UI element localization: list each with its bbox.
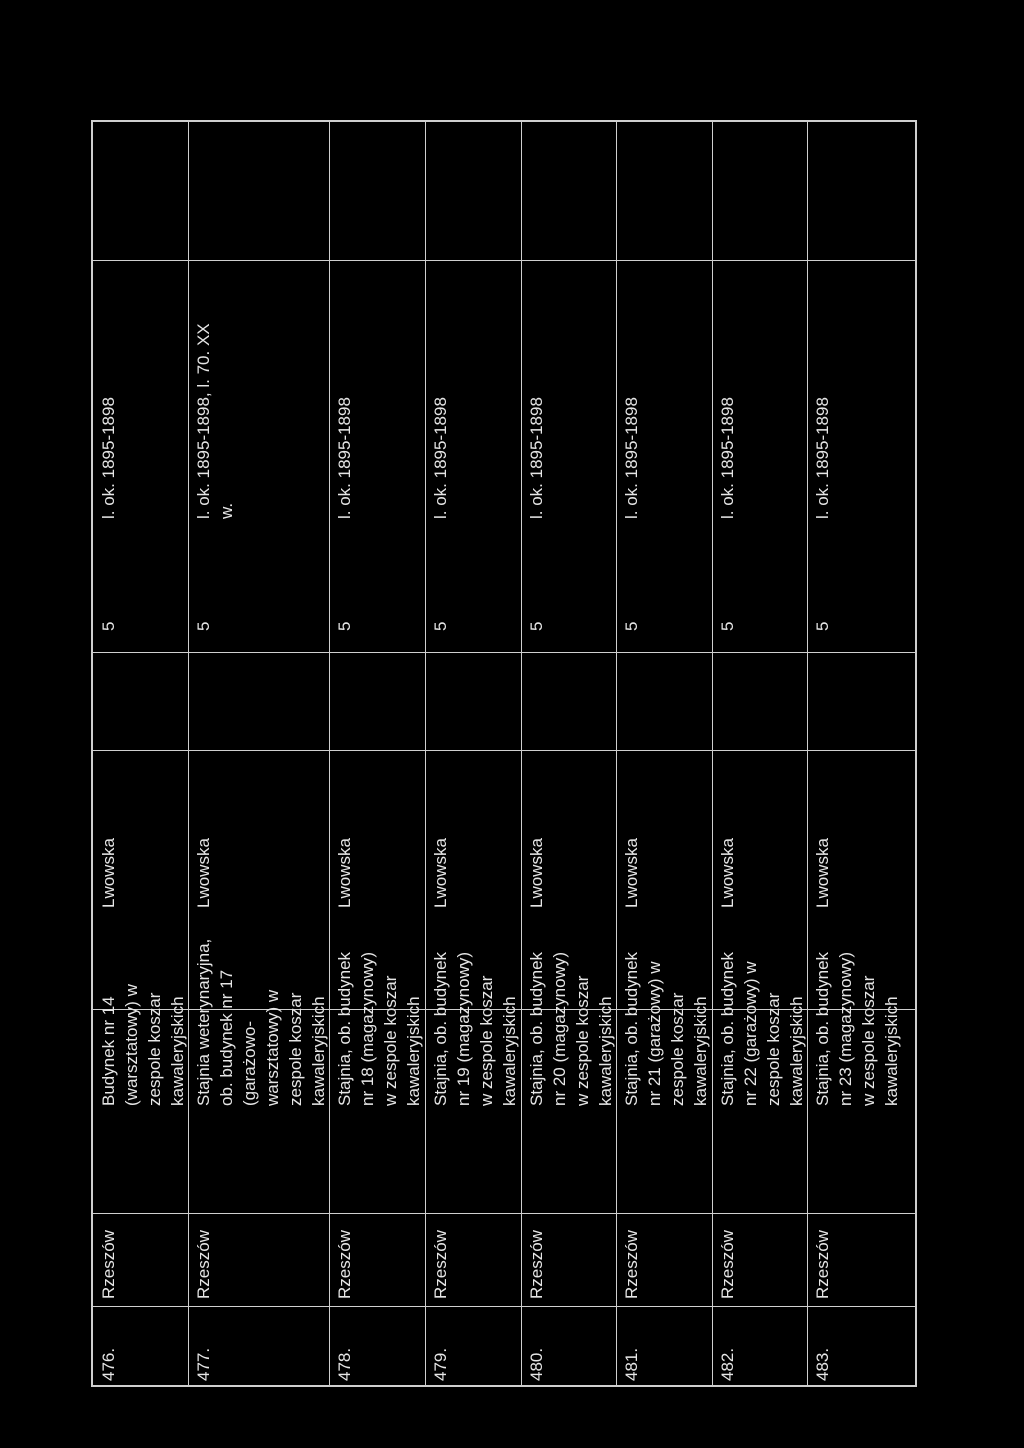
entry-category: 5 xyxy=(527,621,546,631)
entry-category: 5 xyxy=(194,621,213,631)
entry-date: l. ok. 1895-1898 xyxy=(527,397,546,519)
table-row xyxy=(521,122,616,1389)
entry-number: 482. xyxy=(718,1347,737,1381)
entry-category: 5 xyxy=(718,621,737,631)
entry-street: Lwowska xyxy=(718,838,737,908)
entry-date: l. ok. 1895-1898 xyxy=(335,397,354,519)
entry-description: Budynek nr 14 (warsztatowy) w zespole koszar kawaleryjskich xyxy=(99,984,187,1106)
entry-city: Rzeszów xyxy=(813,1230,832,1299)
entry-number: 476. xyxy=(99,1347,118,1381)
entry-city: Rzeszów xyxy=(431,1230,450,1299)
entry-city: Rzeszów xyxy=(99,1230,118,1299)
table-row xyxy=(712,122,807,1389)
entry-city: Rzeszów xyxy=(527,1230,546,1299)
entry-street: Lwowska xyxy=(194,838,213,908)
entry-number: 483. xyxy=(813,1347,832,1381)
table-row xyxy=(188,122,329,1389)
entry-street: Lwowska xyxy=(527,838,546,908)
entry-number: 478. xyxy=(335,1347,354,1381)
table-row xyxy=(329,122,425,1389)
entry-street: Lwowska xyxy=(431,838,450,908)
entry-date: l. ok. 1895-1898, l. 70. XX w. xyxy=(194,323,236,519)
entry-description: Stajnia, ob. budynek nr 23 (magazynowy) w zespole koszar kawaleryjskich xyxy=(813,951,901,1106)
entry-description: Stajnia weterynaryjna, ob. budynek nr 17 (garażowo- warsztatowy) w zespole koszar kawaleryjskich xyxy=(194,938,328,1106)
entry-category: 5 xyxy=(431,621,450,631)
entry-category: 5 xyxy=(99,621,118,631)
table-row xyxy=(93,122,188,1389)
entry-description: Stajnia, ob. budynek nr 19 (magazynowy) w zespole koszar kawaleryjskich xyxy=(431,951,519,1106)
entry-date: l. ok. 1895-1898 xyxy=(813,397,832,519)
entry-street: Lwowska xyxy=(813,838,832,908)
entry-city: Rzeszów xyxy=(718,1230,737,1299)
entry-street: Lwowska xyxy=(622,838,641,908)
entry-category: 5 xyxy=(813,621,832,631)
entry-number: 480. xyxy=(527,1347,546,1381)
entry-description: Stajnia, ob. budynek nr 21 (garażowy) w zespole koszar kawaleryjskich xyxy=(622,951,710,1106)
table-row xyxy=(425,122,521,1389)
entry-number: 479. xyxy=(431,1347,450,1381)
entry-city: Rzeszów xyxy=(194,1230,213,1299)
entry-street: Lwowska xyxy=(335,838,354,908)
entry-description: Stajnia, ob. budynek nr 18 (magazynowy) w zespole koszar kawaleryjskich xyxy=(335,951,423,1106)
entry-category: 5 xyxy=(335,621,354,631)
entry-date: l. ok. 1895-1898 xyxy=(99,397,118,519)
entry-city: Rzeszów xyxy=(335,1230,354,1299)
table-row xyxy=(807,122,915,1389)
entry-number: 477. xyxy=(194,1347,213,1381)
entry-number: 481. xyxy=(622,1347,641,1381)
entry-category: 5 xyxy=(622,621,641,631)
register-table xyxy=(91,120,917,1387)
entry-street: Lwowska xyxy=(99,838,118,908)
table-row xyxy=(616,122,712,1389)
entry-date: l. ok. 1895-1898 xyxy=(431,397,450,519)
entry-description: Stajnia, ob. budynek nr 22 (garażowy) w zespole koszar kawaleryjskich xyxy=(718,951,806,1106)
entry-description: Stajnia, ob. budynek nr 20 (magazynowy) w zespole koszar kawaleryjskich xyxy=(527,951,615,1106)
entry-date: l. ok. 1895-1898 xyxy=(718,397,737,519)
entry-date: l. ok. 1895-1898 xyxy=(622,397,641,519)
entry-city: Rzeszów xyxy=(622,1230,641,1299)
